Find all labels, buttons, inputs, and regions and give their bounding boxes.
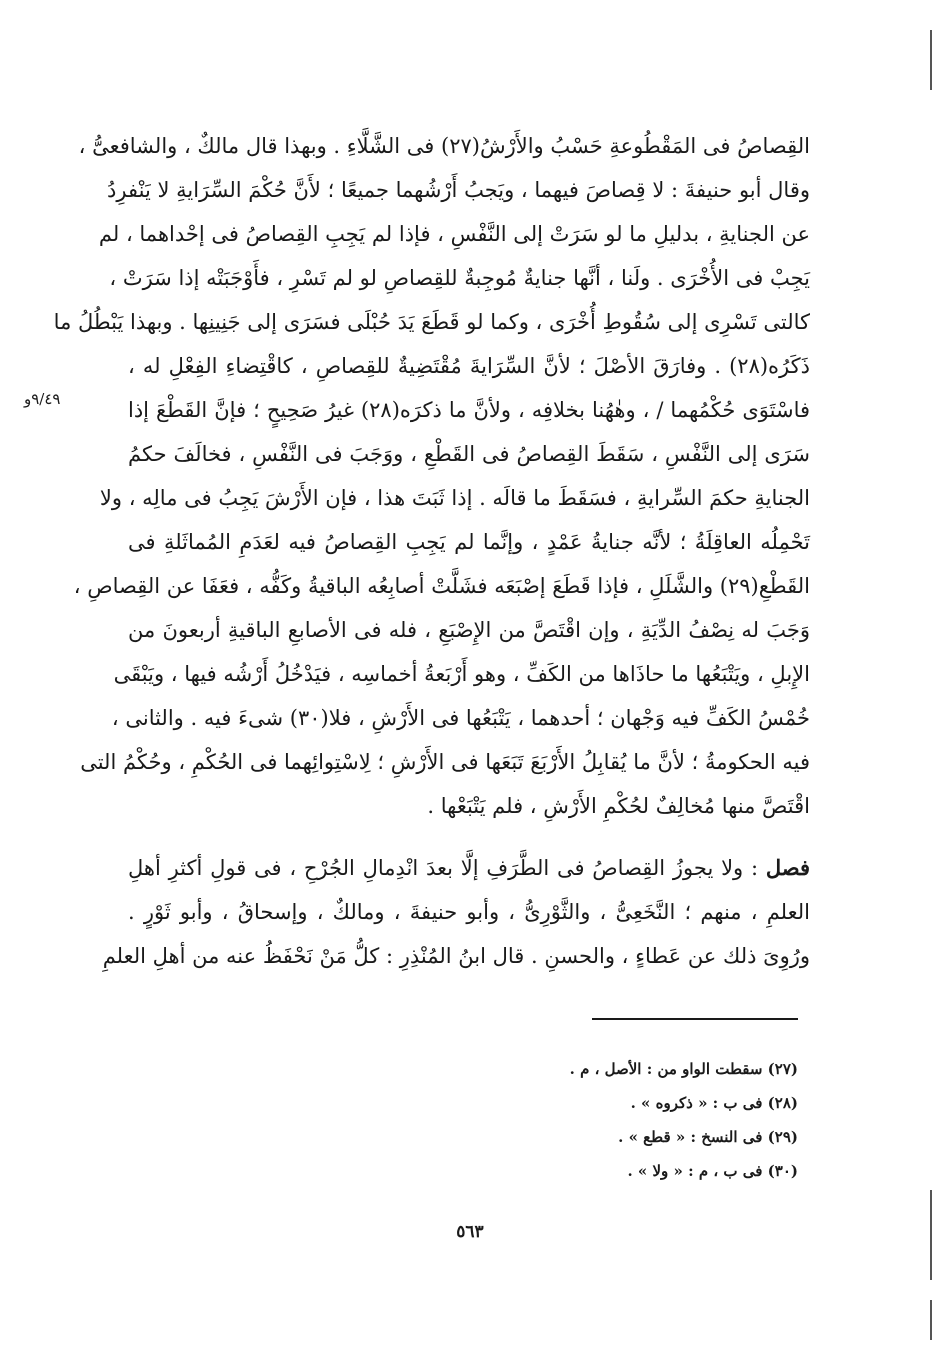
text-line: فيه الحكومةُ ؛ لأنَّ ما يُقابِلُ الأَرْبَعَ تَبَعَها فى الأَرْشِ ؛ لِاسْتِوائِهما فى الحُكْمِ ، وحُكْمُ التى xyxy=(80,750,810,774)
scan-edge-mark xyxy=(930,1190,932,1280)
footnote-item: (٢٨) فى ب : « ذكروه » . xyxy=(630,1094,798,1112)
text-line: عن الجنايةِ ، بدليلِ ما لو سَرَتْ إلى النَّفْسِ ، فإذا لم يَجِبِ القِصاصُ فى إحْداهما ، لم xyxy=(98,222,810,246)
text-line: العلمِ ، منهم ؛ النَّخَعِىُّ ، والثَّوْرِىُّ ، وأبو حنيفةَ ، ومالكٌ ، وإسحاقُ ، وأبو ثَوْرٍ . xyxy=(128,900,810,924)
text-line: الجنايةِ حكمَ السِّرايةِ ، فسَقَطَ ما قالَه . إذا ثَبَتَ هذا ، فإن الأَرْشَ يَجِبُ فى مالِه ، ولا xyxy=(99,486,810,510)
page-number: ٥٦٣ xyxy=(456,1222,484,1242)
footnote-item: (٢٩) فى النسخ : « قطع » . xyxy=(618,1128,798,1146)
text-line: فاسْتَوَى حُكْمُهما / ، وهٰهُنا بخلافِه ، ولأنَّ ما ذكرَه(٢٨) غيرُ صَحِيحٍ ؛ فإنَّ القَطْعَ إذا xyxy=(128,398,811,422)
footnotes xyxy=(400,1052,798,1188)
scan-edge-mark xyxy=(930,1300,932,1340)
text-line: ورُوِىَ ذلك عن عَطاءٍ ، والحسنِ . قال ابنُ المُنْذِرِ : كلُّ مَنْ نَحْفَظُ عنه من أهلِ العلمِ xyxy=(102,944,810,968)
footnote-item: (٣٠) فى ب ، م : « ولا » . xyxy=(627,1162,798,1180)
section-heading: فصل xyxy=(765,855,810,880)
text-line xyxy=(128,846,810,890)
text-line: يَجِبْ فى الأُخْرَى . ولَنا ، أنَّها جنايةٌ مُوجِبةٌ للقِصاصِ لو لم تَسْرِ ، فأَوْجَبَتْه إذا سَرَتْ ، xyxy=(109,266,810,290)
text-line: كالتى تَسْرِى إلى سُقُوطِ أُخْرَى ، وكما لو قَطَعَ يَدَ حُبْلَى فسَرَى إلى جَنِينِها . وبهذا يَبْطُلُ ما xyxy=(53,310,810,334)
text-line: وَجَبَ له نِصْفُ الدِّيَةِ ، وإن اقْتَصَّ من الإِصْبَعِ ، فله فى الأصابعِ الباقيةِ أربعونَ من xyxy=(128,618,810,642)
footnote-separator xyxy=(592,1018,798,1020)
footnote-item: (٢٧) سقطت الواو من : الأصل ، م . xyxy=(569,1060,798,1078)
main-paragraph xyxy=(53,124,811,828)
text-line: وقال أبو حنيفةَ : لا قِصاصَ فيهما ، ويَجبُ أَرْشُهما جميعًا ؛ لأَنَّ حُكْمَ السِّرَايةِ لا يَنْفرِدُ xyxy=(107,178,810,202)
text-line: سَرَى إلى النَّفْسِ ، سَقَطَ القِصاصُ فى القَطْعِ ، ووَجَبَ فى النَّفْسِ ، فخالَفَ حكمُ xyxy=(128,442,810,466)
text-line: الإِبلِ ، ويَتْبَعُها ما حاذَاها من الكَفِّ ، وهو أَرْبَعةُ أخماسِه ، فيَدْخُلُ أَرْشُه فيها ، ويَبْقَى xyxy=(113,662,810,686)
section-paragraph xyxy=(102,846,810,978)
text-line: القَطْعِ(٢٩) والشَّلَلِ ، فإذا قَطَعَ إصْبَعَه فشَلَّتْ أصابِعُه الباقيةُ وكَفُّه ، فعَفَا عن القِصاصِ ، xyxy=(73,574,810,598)
scan-edge-mark xyxy=(930,30,932,90)
text-line: تَحْمِلُه العاقِلَةُ ؛ لأنَّه جنايةُ عَمْدٍ ، وإنَّما لم يَجِبِ القِصاصُ فيه لعَدَمِ المُماثَلةِ فى xyxy=(128,530,810,554)
section-line-text: : ولا يجوزُ القِصاصُ فى الطَّرَفِ إلَّا بعدَ انْدِمالِ الجُرْحِ ، فى قولِ أكثرِ أهلِ xyxy=(128,856,759,880)
text-line: خُمْسُ الكَفِّ فيه وَجْهان ؛ أحدهما ، يَتْبَعُها فى الأَرْشِ ، فلا(٣٠) شىءَ فيه . والثانى ، xyxy=(111,706,810,730)
text-line: اقْتَصَّ منها مُخالِفٌ لحُكْمِ الأَرْشِ ، فلم يَتْبَعْها . xyxy=(427,794,810,818)
margin-folio-note: ٩/٤٩و xyxy=(24,390,61,408)
text-line: القِصاصُ فى المَقْطُوعةِ حَسْبُ والأَرْشُ(٢٧) فى الشَّلَّاءِ . وبهذا قال مالكٌ ، والشافعىُّ ، xyxy=(78,134,810,158)
text-line: ذَكَرُه(٢٨) . وفارَقَ الأصْلَ ؛ لأنَّ السِّرَايةَ مُقْتَضِيةٌ للقِصاصِ ، كاقْتِضاءِ الفِعْلِ له ، xyxy=(128,354,810,378)
